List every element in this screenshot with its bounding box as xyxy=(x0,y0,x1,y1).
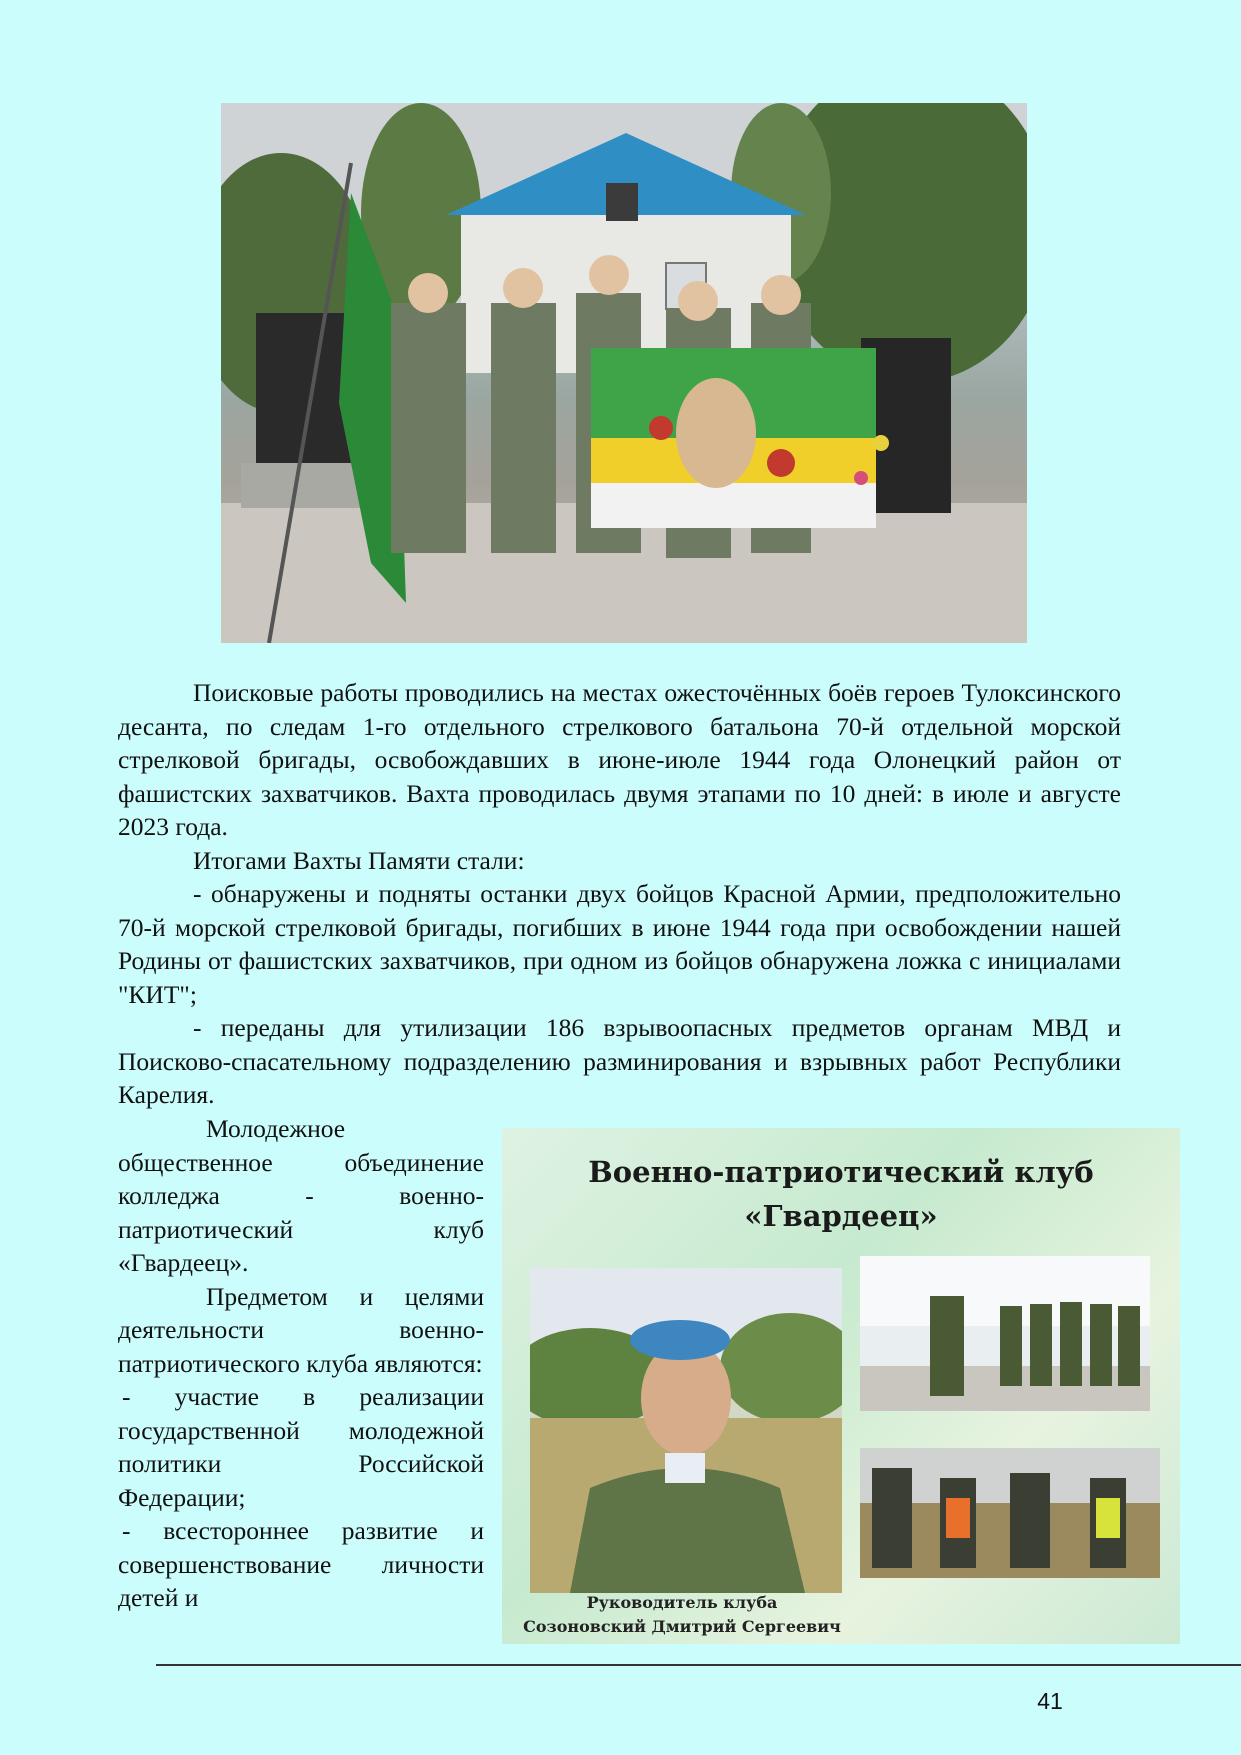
memorial-photo-illustration xyxy=(221,103,1027,643)
poster-title-line1: Военно-патриотический клуб xyxy=(588,1155,1094,1189)
poster-caption-line1: Руководитель клуба xyxy=(586,1593,778,1612)
footer-divider xyxy=(156,1664,1241,1666)
club-intro-paragraph: Молодежное общественное объединение колледжа - военно-патриотический клуб «Гвардеец». xyxy=(118,1114,484,1277)
cadets-field-photo xyxy=(860,1448,1160,1578)
club-description-column xyxy=(118,1112,484,1615)
results-heading: Итогами Вахты Памяти стали: xyxy=(193,845,525,875)
poster-title-line2: «Гвардеец» xyxy=(744,1199,938,1233)
result-item-remains: - обнаружены и подняты останки двух бойцов Красной Армии, предположительно 70-й морской стрелковой бригады, погибших в июне 1944 года при освобождении нашей Родины от фашистских захватчиков, при одном из бойцов обнаружена ложка с инициалами "КИТ"; xyxy=(118,879,1121,1009)
poster-caption xyxy=(522,1591,842,1639)
club-leader-portrait xyxy=(530,1268,842,1593)
club-poster xyxy=(502,1128,1180,1644)
poster-title xyxy=(502,1150,1180,1238)
poster-caption-line2: Созоновский Дмитрий Сергеевич xyxy=(523,1617,841,1636)
club-goals-paragraph: Предметом и целями деятельности военно-патриотического клуба являются: xyxy=(118,1281,484,1378)
search-works-paragraph: Поисковые работы проводились на местах ожесточённых боёв героев Тулоксинского десанта, по следам 1-го отдельного стрелкового батальона 70-й отдельной морской стрелковой бригады, освобождавших в июне-июле 1944 года Олонецкий район от фашистских захватчиков. Вахта проводилась двумя этапами по 10 дней: в июле и августе 2023 года. xyxy=(118,678,1121,841)
club-goal-item-development: - всестороннее развитие и совершенствование личности детей и xyxy=(118,1516,484,1612)
club-goal-item-youth-policy: - участие в реализации государственной молодежной политики Российской Федерации; xyxy=(118,1382,484,1512)
page-number: 41 xyxy=(1037,1688,1063,1714)
main-text xyxy=(118,676,1121,1112)
cadets-drill-photo xyxy=(860,1256,1150,1411)
memorial-group-photo xyxy=(221,103,1027,643)
result-item-explosives: - переданы для утилизации 186 взрывоопасных предметов органам МВД и Поисково-спасательному подразделению разминирования и взрывных работ Республики Карелия. xyxy=(118,1013,1121,1109)
